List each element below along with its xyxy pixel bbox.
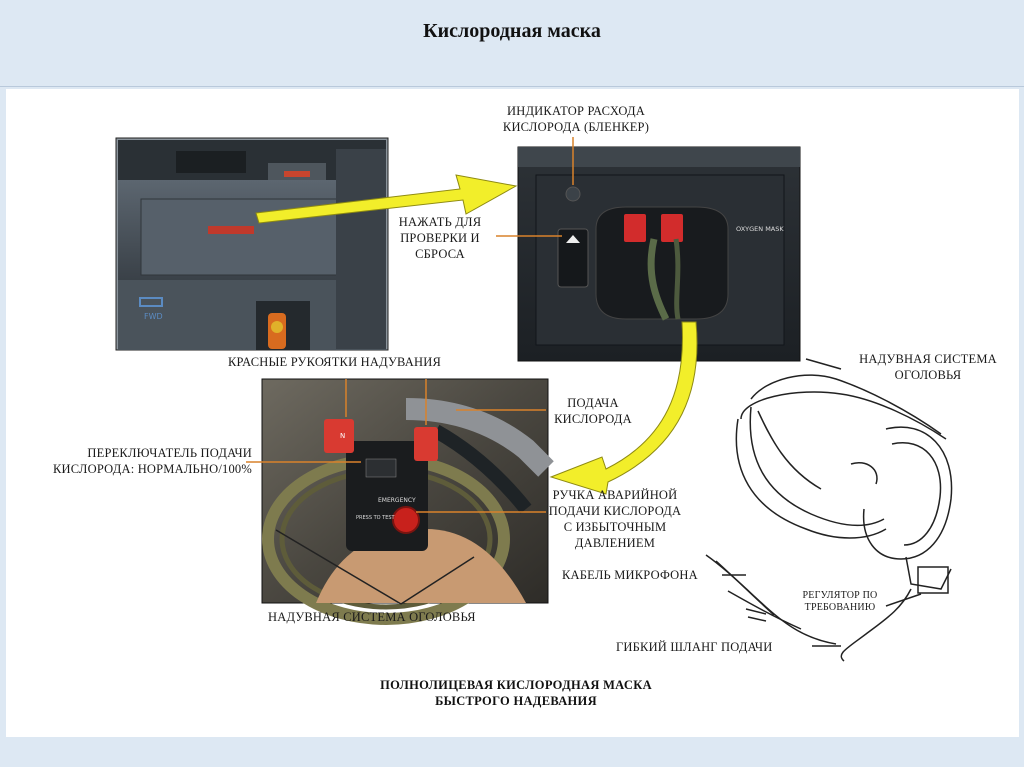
slide-title: Кислородная маска [423,20,601,42]
diagram-caption: ПОЛНОЛИЦЕВАЯ КИСЛОРОДНАЯ МАСКА БЫСТРОГО НАДЕВАНИЯ [380,678,652,708]
indicator-label: ИНДИКАТОР РАСХОДА КИСЛОРОДА (БЛЕНКЕР) [502,104,650,134]
press-test-plate: PRESS TO TEST [356,515,395,521]
press-test-label: НАЖАТЬ ДЛЯ ПРОВЕРКИ И СБРОСА [398,215,482,261]
harness-bottom-label: НАДУВНАЯ СИСТЕМА ОГОЛОВЬЯ [268,610,476,624]
fwd-marker: FWD [144,312,163,321]
regulator-label: РЕГУЛЯТОР ПО ТРЕБОВАНИЮ [802,590,878,613]
diagram-panel [6,89,1019,737]
photo-mask-stowage [518,147,800,361]
red-handles-label: КРАСНЫЕ РУКОЯТКИ НАДУВАНИЯ [228,355,441,369]
hose-label: ГИБКИЙ ШЛАНГ ПОДАЧИ [616,640,773,654]
supply-switch-label: ПЕРЕКЛЮЧАТЕЛЬ ПОДАЧИ КИСЛОРОДА: НОРМАЛЬНО/100% [52,446,252,476]
oxygen-mask-plate: OXYGEN MASK [736,225,784,233]
diagram-canvas [6,89,1019,737]
oxygen-supply-label: ПОДАЧА КИСЛОРОДА [554,396,632,426]
emergency-handle-label: РУЧКА АВАРИЙНОЙ ПОДАЧИ КИСЛОРОДА С ИЗБЫТОЧНЫМ ДАВЛЕНИЕМ [548,488,682,550]
footer-band [0,741,1024,767]
photo-valve-closeup [262,379,548,619]
slide-header [0,0,1024,87]
emergency-plate: EMERGENCY [378,497,416,504]
photo-cabinet [116,138,388,350]
harness-right-label: НАДУВНАЯ СИСТЕМА ОГОЛОВЬЯ [859,352,997,382]
mask-line-drawing [706,375,952,661]
mic-cable-label: КАБЕЛЬ МИКРОФОНА [562,568,698,582]
n-mark: N [340,432,346,440]
